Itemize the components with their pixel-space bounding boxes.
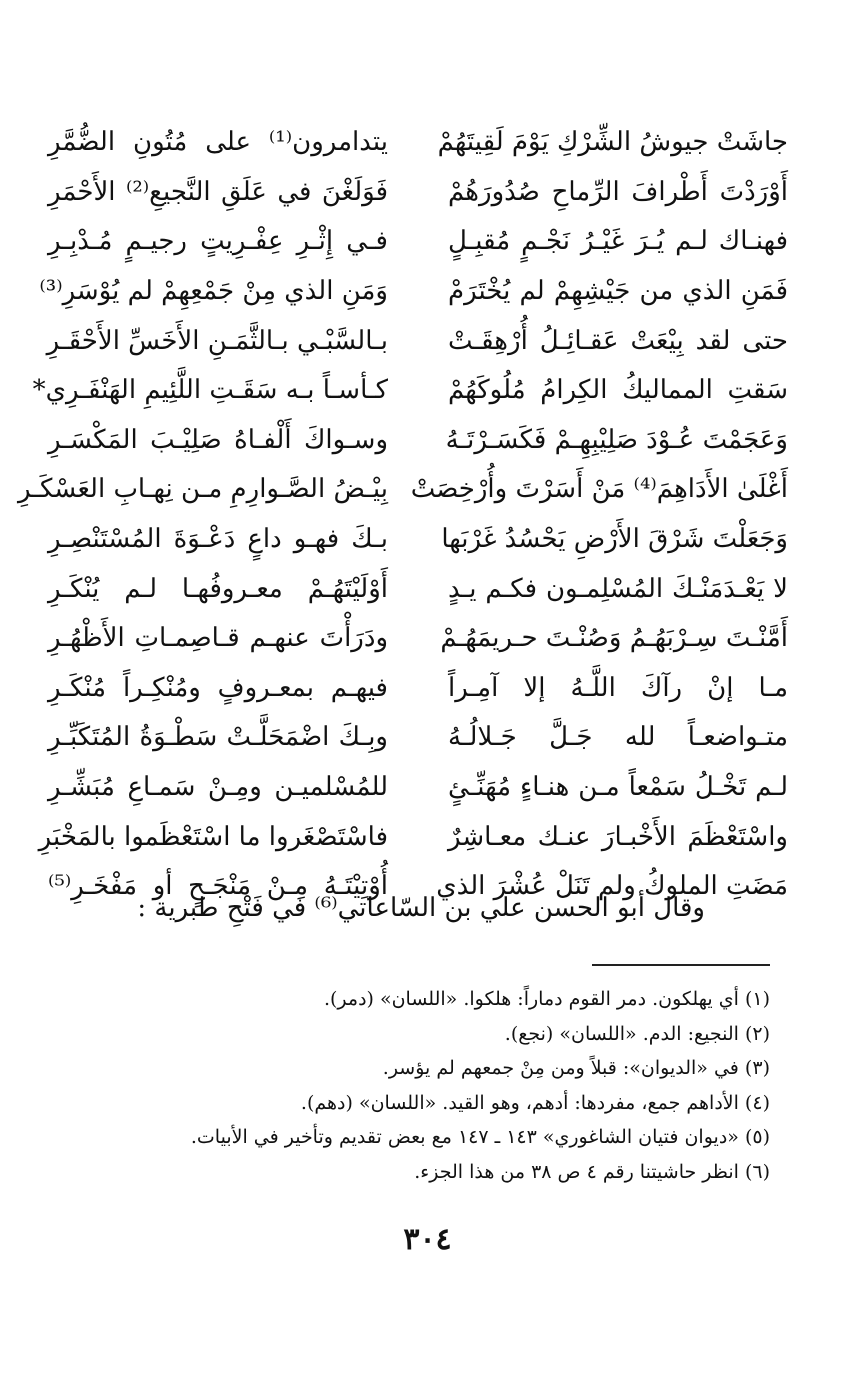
second-hemistich: أُوْتِيْتَـهُ مِـنْ مَنْجَـحٍ أو مَفْخَـرِ⁽⁵⁾ [48, 871, 388, 902]
footnote-divider [592, 964, 770, 966]
poem-verse [39, 267, 788, 317]
poem-verse [48, 713, 788, 763]
poem-verse [48, 763, 788, 813]
first-hemistich: فهنـاك لـم يُـرَ غَيْـرُ نَجْـمٍ مُقبِـلٍ [448, 226, 788, 257]
first-hemistich: جاشَتْ جيوشُ الشِّرْكِ يَوْمَ لَقِيتَهُمْ [437, 127, 788, 158]
poem-verse [48, 217, 788, 267]
second-hemistich: بـالسَّبْـي بـالثَّمَـنِ الأَخَسِّ الأَحْقَـرِ [46, 325, 388, 356]
first-hemistich: لا يَعْـدَمَنْـكَ المُسْلِمـون فكـم يـدٍ [448, 573, 788, 604]
poem-verse [38, 812, 788, 862]
page-number: ٣٠٤ [403, 1222, 452, 1257]
second-hemistich: ودَرَأْتَ عنهـم قـاصِمـاتِ الأَظْهُـرِ [48, 623, 388, 654]
poem-verse [48, 664, 788, 714]
poem-verse [48, 614, 788, 664]
first-hemistich: حتى لقد بِيْعَتْ عَقـائِـلُ أُرْهِقَـتْ [448, 325, 788, 356]
first-hemistich: مَضَتِ الملوكُ ولم تَنَلْ عُشْرَ الذي [436, 871, 788, 902]
first-hemistich: لـم تَخْـلُ سَمْعاً مـن هنـاءٍ مُهَنِّـئٍ [448, 771, 788, 802]
second-hemistich: فـي إِثْـرِ عِفْـرِيتٍ رجيـمٍ مُـدْبِـرِ [48, 226, 388, 257]
first-hemistich: مـا إنْ رآكَ اللَّـهُ إلا آمِـراً [448, 672, 788, 703]
poem-verse [48, 118, 788, 168]
poem-verse [48, 515, 788, 565]
second-hemistich: وَمَنِ الذي مِنْ جَمْعِهِمْ لم يُوْسَرِ⁽³⁾ [39, 275, 388, 306]
poem [17, 118, 788, 912]
poem-verse [48, 168, 788, 218]
footnote: (٥) «ديوان فتيان الشاغوري» ١٤٣ ـ ١٤٧ مع بعض تقديم وتأخير في الأبيات. [190, 1126, 770, 1149]
second-hemistich: فيهـم بمعـروفٍ ومُنْكِـراً مُنْكَـرِ [48, 672, 388, 703]
poem-intro: وقال أبو الحسن علي بن السّاعاتي⁽⁶⁾ في فَتْحِ طبرية : [137, 893, 705, 923]
first-hemistich: أَمَّنْـتَ سِـرْبَهُـمُ وَصُنْـتَ حـريمَهُـمْ [440, 623, 788, 654]
second-hemistich: للمُسْلميـن ومِـنْ سَمـاعِ مُبَشِّـرِ [48, 771, 388, 802]
poem-verse [17, 465, 788, 515]
second-hemistich: فَوَلَغْنَ في عَلَقِ النَّجيعِ⁽²⁾ الأَحْمَرِ [48, 176, 388, 207]
footnote: (٦) انظر حاشيتنا رقم ٤ ص ٣٨ من هذا الجزء. [414, 1160, 770, 1183]
first-hemistich: أَوْرَدْتَ أَطْرافَ الرِّماحِ صُدُورَهُمْ [448, 176, 788, 207]
poem-verse [48, 416, 788, 466]
second-hemistich: أَوْلَيْتَهُـمْ معـروفُهـا لـم يُنْكَـرِ [48, 573, 388, 604]
first-hemistich: متـواضعـاً لله جَـلَّ جَـلالُـهُ [448, 722, 788, 753]
second-hemistich: كـأسـاً بـه سَقَـتِ اللَّئِيمِ الهَنْفَـرِي* [32, 375, 388, 406]
first-hemistich: أَغْلَىٰ الأَدَاهِمَ⁽⁴⁾ مَنْ أَسَرْتَ وأُرْخِصَتْ [410, 474, 788, 505]
footnote: (٢) النجيع: الدم. «اللسان» (نجع). [504, 1022, 770, 1045]
second-hemistich: بِيْـضُ الصَّـوارِمِ مـن نِهـابِ العَسْكَـرِ [17, 474, 388, 505]
second-hemistich: وسـواكَ أَلْفـاهُ صَلِيْـبَ المَكْسَـرِ [48, 424, 388, 455]
second-hemistich: فاسْتَصْغَروا ما اسْتَعْظَموا بالمَخْبَرِ [38, 821, 388, 852]
footnotes [70, 982, 770, 1190]
second-hemistich: بـكَ فهـو داعٍ دَعْـوَةَ المُسْتَنْصِـرِ [48, 523, 388, 554]
footnote: (٣) في «الديوان»: قبلاً ومن مِنْ جمعهم لم يؤسر. [382, 1057, 770, 1080]
first-hemistich: فَمَنِ الذي من جَيْشِهِمْ لم يُخْتَرَمْ [448, 275, 788, 306]
footnote: (١) أي يهلكون. دمر القوم دماراً: هلكوا. «اللسان» (دمر). [323, 988, 770, 1010]
first-hemistich: وَعَجَمْتَ عُـوْدَ صَلِيْبِهِـمْ فَكَسَـرْتَـهُ [445, 424, 788, 455]
first-hemistich: واسْتَعْظَمَ الأَخْبـارَ عنـك معـاشِرٌ [448, 821, 788, 852]
first-hemistich: وَجَعَلْتَ شَرْقَ الأَرْضِ يَحْسُدُ غَرْبَها [441, 523, 788, 554]
poem-verse [48, 316, 788, 366]
second-hemistich: يتدامرون⁽¹⁾ على مُتُونِ الضُّمَّرِ [48, 127, 388, 158]
poem-verse [32, 366, 788, 416]
second-hemistich: وبِـكَ اضْمَحَلَّـتْ سَطْـوَةُ المُتَكَبِّـرِ [48, 722, 388, 753]
poem-verse [48, 564, 788, 614]
footnote: (٤) الأداهم جمع، مفردها: أدهم، وهو القيد. «اللسان» (دهم). [300, 1091, 770, 1114]
first-hemistich: سَقتِ المماليكُ الكِرامُ مُلُوكَهُمْ [448, 375, 788, 406]
